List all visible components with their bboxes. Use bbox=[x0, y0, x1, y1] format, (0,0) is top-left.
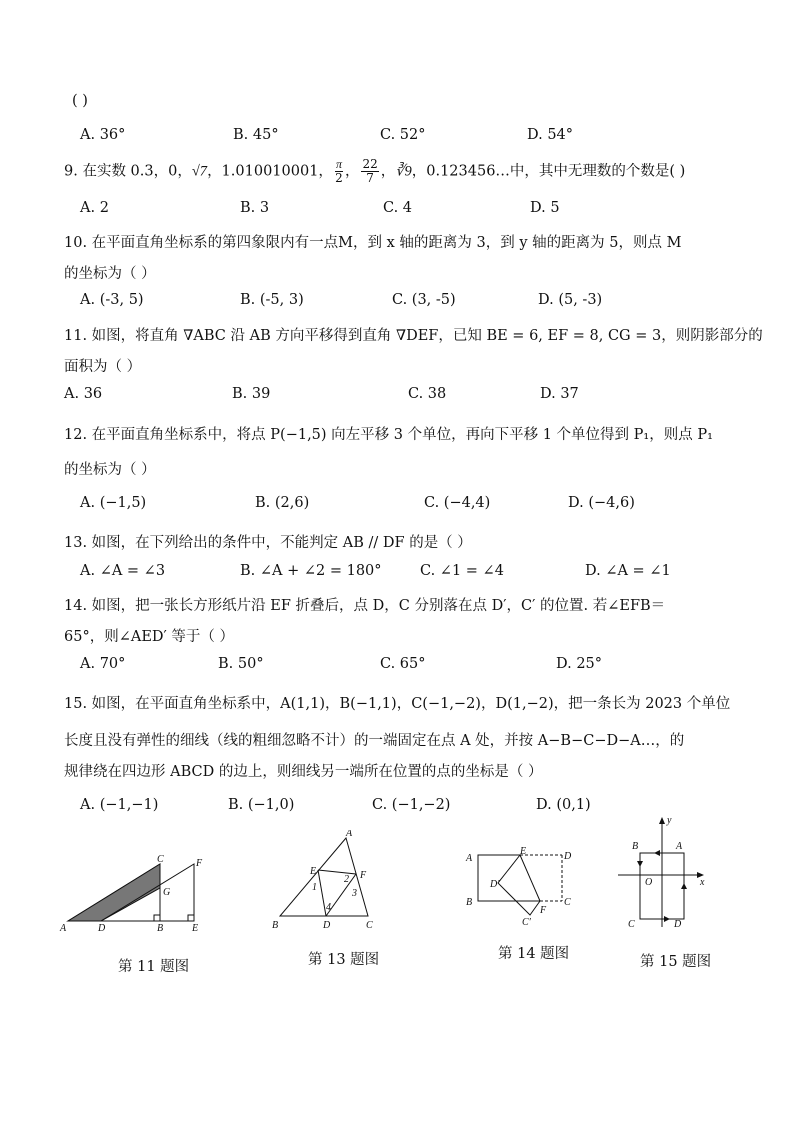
q10-stem-line1: 10. 在平面直角坐标系的第四象限内有一点M，到 x 轴的距离为 3，到 y 轴的距离为 5，则点 M bbox=[64, 235, 682, 251]
fig13-label-c: C bbox=[366, 920, 373, 931]
q9-fraction: $\frac{22}{7}$ bbox=[362, 157, 378, 185]
fig13-label-1: 1 bbox=[312, 882, 317, 893]
q9-stem: 9. 在实数 0.3，0，√7，1.010010001， $\frac{\pi}{2}$ ， $\frac{22}{7}$ ，∛9，0.123456…中，其中无理数的个数是( ) bbox=[64, 157, 686, 185]
q15-stem-line1: 15. 如图，在平面直角坐标系中，A(1,1)，B(−1,1)，C(−1,−2)，D(1,−2)，把一条长为 2023 个单位 bbox=[64, 696, 731, 712]
q9-option-c: C. 4 bbox=[383, 200, 413, 216]
q14-option-b: B. 50° bbox=[218, 656, 264, 672]
fig14-label-e: E bbox=[520, 846, 527, 857]
q14-stem-line2: 65°，则∠AED′ 等于（ ） bbox=[64, 629, 235, 645]
fig13-label-4: 4 bbox=[326, 902, 331, 913]
q8-option-a: A. 36° bbox=[80, 127, 126, 143]
q11-option-c: C. 38 bbox=[408, 386, 447, 402]
fig15-label-x: x bbox=[700, 877, 705, 888]
q9-option-b: B. 3 bbox=[240, 200, 270, 216]
q14-option-d: D. 25° bbox=[556, 656, 603, 672]
figure-11-caption: 第 11 题图 bbox=[118, 959, 190, 975]
figure-15-caption: 第 15 题图 bbox=[640, 954, 712, 970]
fig14-label-b: B bbox=[466, 897, 473, 908]
fig11-label-a: A bbox=[60, 923, 67, 934]
fig14-label-a: A bbox=[466, 853, 473, 864]
q15-option-b: B. (−1,0) bbox=[228, 797, 295, 813]
q13-stem: 13. 如图，在下列给出的条件中，不能判定 AB // DF 的是（ ） bbox=[64, 535, 472, 551]
q12-option-c: C. (−4,4) bbox=[424, 495, 491, 511]
q10-stem-line2: 的坐标为（ ） bbox=[64, 266, 156, 282]
fig13-label-3: 3 bbox=[352, 888, 357, 899]
q8-option-c: C. 52° bbox=[380, 127, 426, 143]
q12-stem-line1: 12. 在平面直角坐标系中，将点 P(−1,5) 向左平移 3 个单位，再向下平移 1 个单位得到 P₁，则点 P₁ bbox=[64, 427, 713, 443]
figure-13-caption: 第 13 题图 bbox=[308, 952, 380, 968]
fig15-label-c: C bbox=[628, 919, 635, 930]
figure-15-diagram bbox=[612, 815, 712, 935]
q15-stem-line3: 规律绕在四边形 ABCD 的边上，则细线另一端所在位置的点的坐标是（ ） bbox=[64, 764, 543, 780]
fig13-label-2: 2 bbox=[344, 874, 349, 885]
q13-option-d: D. ∠A = ∠1 bbox=[585, 563, 671, 579]
q13-option-a: A. ∠A = ∠3 bbox=[80, 563, 166, 579]
fig11-label-g: G bbox=[163, 887, 171, 898]
fig15-label-o: O bbox=[645, 877, 653, 888]
q12-option-a: A. (−1,5) bbox=[80, 495, 147, 511]
fig15-label-b: B bbox=[632, 841, 639, 852]
q10-option-c: C. (3, -5) bbox=[392, 292, 456, 308]
fig11-label-c: C bbox=[157, 855, 164, 865]
fig14-label-dprime: D′ bbox=[490, 879, 500, 890]
q8-option-b: B. 45° bbox=[233, 127, 279, 143]
fig13-label-b: B bbox=[272, 920, 279, 931]
q10-option-a: A. (-3, 5) bbox=[80, 292, 144, 308]
figure-11-diagram bbox=[58, 855, 214, 935]
q12-option-b: B. (2,6) bbox=[255, 495, 310, 511]
fig14-label-c: C bbox=[564, 897, 571, 908]
q15-option-c: C. (−1,−2) bbox=[372, 797, 451, 813]
q10-option-d: D. (5, -3) bbox=[538, 292, 603, 308]
fig15-label-y: y bbox=[667, 815, 672, 826]
q14-stem-line1: 14. 如图，把一张长方形纸片沿 EF 折叠后，点 D，C 分别落在点 D′，C′ 的位置. 若∠EFB＝ bbox=[64, 598, 666, 614]
figure-14-caption: 第 14 题图 bbox=[498, 946, 570, 962]
figure-14-diagram bbox=[462, 845, 580, 927]
q15-stem-line2: 长度且没有弹性的细线（线的粗细忽略不计）的一端固定在点 A 处，并按 A−B−C−D−A…，的 bbox=[64, 733, 685, 749]
q15-option-a: A. (−1,−1) bbox=[80, 797, 159, 813]
fig11-label-f: F bbox=[196, 858, 203, 869]
q11-option-d: D. 37 bbox=[540, 386, 579, 402]
q9-option-d: D. 5 bbox=[530, 200, 560, 216]
fig11-label-d: D bbox=[98, 923, 106, 934]
fig11-label-b: B bbox=[157, 923, 164, 934]
fig13-label-d: D bbox=[323, 920, 331, 931]
q11-stem-line2: 面积为（ ） bbox=[64, 359, 142, 375]
fig14-label-cprime: C′ bbox=[522, 917, 531, 927]
figure-13-diagram bbox=[268, 830, 380, 932]
q11-option-b: B. 39 bbox=[232, 386, 271, 402]
q13-option-c: C. ∠1 = ∠4 bbox=[420, 563, 504, 579]
q8-bracket: ( ) bbox=[72, 93, 88, 109]
q15-option-d: D. (0,1) bbox=[536, 797, 591, 813]
q9-pi-fraction: $\frac{\pi}{2}$ bbox=[335, 157, 343, 185]
fig15-label-a: A bbox=[676, 841, 683, 852]
fig14-label-f: F bbox=[540, 905, 547, 916]
fig13-label-e: E bbox=[310, 866, 317, 877]
q14-option-c: C. 65° bbox=[380, 656, 426, 672]
fig14-label-d: D bbox=[564, 851, 572, 862]
fig11-label-e: E bbox=[192, 923, 199, 934]
q11-stem-line1: 11. 如图，将直角 ∇ABC 沿 AB 方向平移得到直角 ∇DEF，已知 BE = 6, EF = 8, CG = 3，则阴影部分的 bbox=[64, 328, 763, 344]
q10-option-b: B. (-5, 3) bbox=[240, 292, 304, 308]
q13-option-b: B. ∠A + ∠2 = 180° bbox=[240, 563, 382, 579]
q12-option-d: D. (−4,6) bbox=[568, 495, 635, 511]
q11-option-a: A. 36 bbox=[64, 386, 103, 402]
fig15-label-d: D bbox=[674, 919, 682, 930]
q9-option-a: A. 2 bbox=[80, 200, 109, 216]
fig13-label-f: F bbox=[360, 870, 367, 881]
q8-option-d: D. 54° bbox=[527, 127, 574, 143]
q14-option-a: A. 70° bbox=[80, 656, 126, 672]
q12-stem-line2: 的坐标为（ ） bbox=[64, 462, 156, 478]
fig13-label-a: A bbox=[346, 830, 353, 839]
